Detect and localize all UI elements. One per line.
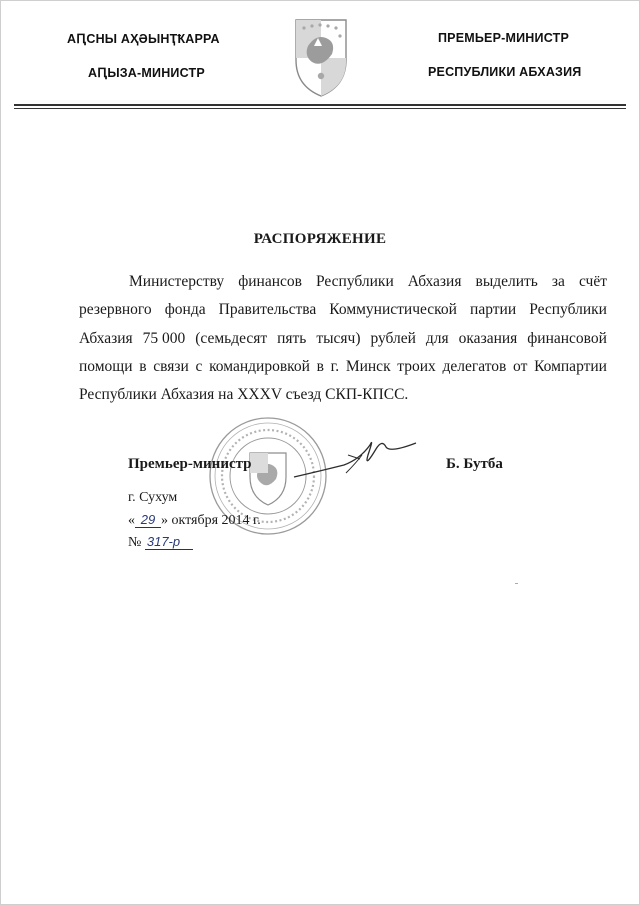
header-rule-thin [14, 108, 626, 109]
signatory-position: Премьер-министр [128, 456, 252, 472]
body-word: финансов [238, 273, 302, 290]
header-right-line2: РЕСПУБЛИКИ АБХАЗИЯ [428, 65, 582, 79]
body-word: оказания [458, 329, 518, 347]
body-word: Республики [529, 301, 607, 319]
coat-of-arms-icon [292, 16, 350, 98]
document-number [128, 534, 193, 551]
body-line-2 [79, 296, 607, 324]
number-prefix: № [128, 535, 142, 550]
body-word: счёт [578, 273, 607, 290]
body-word: (семьдесят [195, 329, 268, 347]
body-word: в [316, 357, 324, 375]
date-open-quote: « [128, 513, 135, 528]
document-title: РАСПОРЯЖЕНИЕ [253, 231, 387, 247]
number-handwritten: 317-р [145, 534, 193, 550]
header-left-line1: АԤСНЫ АҲӘЫНҬҞАРРА [67, 32, 220, 46]
body-word: фонда [164, 301, 206, 319]
body-word: связи [153, 357, 189, 375]
issue-city: г. Сухум [128, 490, 178, 505]
body-word: с [195, 357, 203, 375]
header-rule-thick [14, 104, 626, 106]
body-word: троих [397, 357, 436, 375]
body-word: Министерству [129, 273, 225, 290]
date-day-handwritten: 29 [135, 512, 161, 528]
body-word: резервного [79, 301, 152, 319]
body-word: выделить [475, 273, 538, 290]
header-left-line2: АԤЫЗА-МИНИСТР [88, 66, 205, 80]
scan-dot [515, 583, 518, 584]
body-line-3 [79, 325, 607, 353]
header-right-line1: ПРЕМЬЕР-МИНИСТР [438, 31, 569, 45]
body-word: тысяч) [316, 329, 361, 347]
date-month-year: » октября 2014 г. [161, 513, 261, 528]
body-word: Минск [345, 357, 391, 375]
body-line-1 [79, 268, 607, 296]
body-word: Абхазия [79, 329, 133, 347]
body-word: г. [330, 357, 340, 375]
body-word: Коммунистической [329, 301, 457, 319]
body-word: партии [470, 301, 517, 319]
body-word: от [513, 357, 528, 375]
body-word: для [425, 329, 449, 347]
body-word: финансовой [527, 329, 607, 347]
body-word: Компартии [534, 357, 607, 375]
issue-date [128, 512, 261, 529]
body-word: командировкой [209, 357, 310, 375]
body-word: в [139, 357, 147, 375]
signatory-name: Б. Бутба [446, 456, 503, 472]
body-word: Правительства [218, 301, 317, 319]
body-word: делегатов [442, 357, 507, 375]
body-word: 75 000 [142, 329, 186, 347]
handwritten-signature-icon [290, 425, 420, 487]
body-word: помощи [79, 357, 133, 375]
body-line-5: Республики Абхазия на XXXV съезд СКП-КПСС. [79, 386, 409, 404]
body-word: Абхазия [407, 273, 462, 290]
body-word: Республики [315, 273, 394, 290]
body-word: за [551, 273, 565, 290]
body-word: пять [277, 329, 307, 347]
document-body [79, 268, 607, 409]
body-word: рублей [370, 329, 416, 347]
body-line-4 [79, 353, 607, 381]
